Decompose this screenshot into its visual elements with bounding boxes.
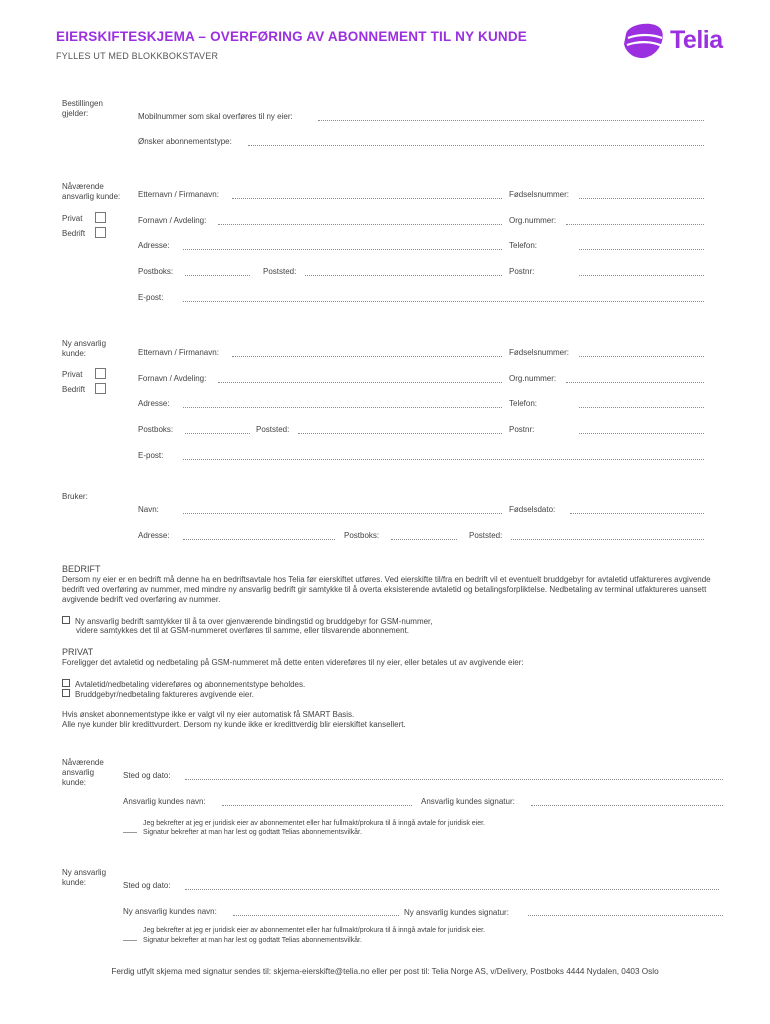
current-phone-label: Telefon: xyxy=(509,241,538,250)
new-privat-checkbox[interactable] xyxy=(95,368,106,379)
sign-current-place-date-label: Sted og dato: xyxy=(123,771,171,780)
sign-current-signature-field[interactable] xyxy=(531,805,723,806)
user-pobox-field[interactable] xyxy=(391,539,457,540)
current-orgnum-field[interactable] xyxy=(566,224,704,225)
business-heading: BEDRIFT xyxy=(62,564,101,574)
current-bedrift-label: Bedrift xyxy=(62,229,86,238)
new-email-label: E-post: xyxy=(138,451,164,460)
current-firstname-label: Fornavn / Avdeling: xyxy=(138,216,207,225)
footer-text: Ferdig utfylt skjema med signatur sendes til: skjema-eierskifte@telia.no eller per post til: Telia Norge AS, v/Delivery, Postboks 4444 Nydalen, 0403 Oslo xyxy=(111,967,659,976)
private-option-1-checkbox[interactable] xyxy=(62,679,70,687)
form-title: EIERSKIFTESKJEMA – OVERFØRING AV ABONNEMENT TIL NY KUNDE xyxy=(56,29,527,44)
new-address-label: Adresse: xyxy=(138,399,170,408)
current-address-label: Adresse: xyxy=(138,241,170,250)
current-lastname-field[interactable] xyxy=(232,198,502,199)
private-option-2-checkbox[interactable] xyxy=(62,689,70,697)
new-bedrift-label: Bedrift xyxy=(62,385,86,394)
new-firstname-field[interactable] xyxy=(218,382,502,383)
private-note-line2: Alle nye kunder blir kredittvurdert. Dersom ny kunde ikke er kredittverdig blir eierskiftet kansellert. xyxy=(62,720,406,729)
current-zip-label: Postnr: xyxy=(509,267,535,276)
telia-logo-text: Telia xyxy=(670,26,723,54)
current-bedrift-checkbox[interactable] xyxy=(95,227,106,238)
new-orgnum-label: Org.nummer: xyxy=(509,374,557,383)
user-birthdate-field[interactable] xyxy=(570,513,704,514)
subscription-type-label: Ønsker abonnementstype: xyxy=(138,137,232,146)
sign-current-place-date-field[interactable] xyxy=(185,779,723,780)
current-zip-field[interactable] xyxy=(579,275,704,276)
private-option-1-label: Avtaletid/nedbetaling videreføres og abonnementstype beholdes. xyxy=(75,680,306,689)
sign-current-name-field[interactable] xyxy=(222,805,412,806)
new-privat-label: Privat xyxy=(62,370,83,379)
sign-current-name-label: Ansvarlig kundes navn: xyxy=(123,797,206,806)
user-name-label: Navn: xyxy=(138,505,159,514)
sign-current-section-label: Nåværende ansvarlig kunde: xyxy=(62,758,104,787)
new-city-label: Poststed: xyxy=(256,425,290,434)
sign-new-name-label: Ny ansvarlig kundes navn: xyxy=(123,907,217,916)
private-option-2-label: Bruddgebyr/nedbetaling faktureres avgivende eier. xyxy=(75,690,254,699)
user-name-field[interactable] xyxy=(183,513,502,514)
new-customer-section-label: Ny ansvarlig kunde: xyxy=(62,339,107,358)
business-consent-line1: Ny ansvarlig bedrift samtykker til å ta over gjenværende bindingstid og bruddgebyr for GSM-nummer, xyxy=(75,617,433,626)
current-email-field[interactable] xyxy=(183,301,704,302)
telia-logo-icon xyxy=(622,20,666,62)
current-email-label: E-post: xyxy=(138,293,164,302)
current-phone-field[interactable] xyxy=(579,249,704,250)
current-address-field[interactable] xyxy=(183,249,502,250)
form-subtitle: FYLLES UT MED BLOKKBOKSTAVER xyxy=(56,51,219,61)
new-email-field[interactable] xyxy=(183,459,704,460)
current-customer-section-label: Nåværende ansvarlig kunde: xyxy=(62,182,121,201)
current-city-field[interactable] xyxy=(305,275,502,276)
new-address-field[interactable] xyxy=(183,407,502,408)
new-pobox-label: Postboks: xyxy=(138,425,174,434)
current-privat-checkbox[interactable] xyxy=(95,212,106,223)
mobile-number-label: Mobilnummer som skal overføres til ny eier: xyxy=(138,112,293,121)
new-lastname-field[interactable] xyxy=(232,356,502,357)
user-address-label: Adresse: xyxy=(138,531,170,540)
user-city-label: Poststed: xyxy=(469,531,503,540)
telia-logo xyxy=(622,20,737,62)
mobile-number-field[interactable] xyxy=(318,120,704,121)
sign-current-confirm1: Jeg bekrefter at jeg er juridisk eier av abonnementet eller har fullmakt/prokura til å inngå avtale for juridisk eier. xyxy=(143,820,486,827)
new-zip-label: Postnr: xyxy=(509,425,535,434)
current-birthnum-field[interactable] xyxy=(579,198,704,199)
sign-new-name-field[interactable] xyxy=(233,915,399,916)
current-privat-label: Privat xyxy=(62,214,83,223)
current-birthnum-label: Fødselsnummer: xyxy=(509,190,570,199)
new-bedrift-checkbox[interactable] xyxy=(95,383,106,394)
new-pobox-field[interactable] xyxy=(185,433,250,434)
private-heading: PRIVAT xyxy=(62,647,94,657)
new-phone-field[interactable] xyxy=(579,407,704,408)
sign-current-signature-label: Ansvarlig kundes signatur: xyxy=(421,797,515,806)
sign-new-place-date-label: Sted og dato: xyxy=(123,881,171,890)
user-city-field[interactable] xyxy=(511,539,704,540)
private-text: Foreligger det avtaletid og nedbetaling på GSM-nummeret må dette enten videreføres til ny eier, eller betales ut av avgivende eier: xyxy=(62,658,524,667)
current-city-label: Poststed: xyxy=(263,267,297,276)
private-option-2[interactable] xyxy=(62,689,254,700)
subscription-type-field[interactable] xyxy=(248,145,704,146)
new-zip-field[interactable] xyxy=(579,433,704,434)
private-note-line1: Hvis ønsket abonnementstype ikke er valgt vil ny eier automatisk få SMART Basis. xyxy=(62,710,355,719)
business-text: Dersom ny eier er en bedrift må denne ha en bedriftsavtale hos Telia før eierskiftet utføres. Ved eierskifte til/fra en bedrift vil et eventuelt bruddgebyr for avtaletid utfaktureres avgivende bedrift ved overføring av nummer, med mindre ny ansvarlig bedrift gir samtykke til å overta eksisterende avtaletid og betalingsforpliktelse. Nedbetaling av terminal utfaktureres uansett avgivende bedrift ved overføring av nummer. xyxy=(62,575,711,604)
sign-current-checkmark-line[interactable] xyxy=(123,832,137,833)
new-lastname-label: Etternavn / Firmanavn: xyxy=(138,348,219,357)
sign-new-confirm1: Jeg bekrefter at jeg er juridisk eier av abonnementet eller har fullmakt/prokura til å inngå avtale for juridisk eier. xyxy=(143,927,486,934)
current-firstname-field[interactable] xyxy=(218,224,502,225)
new-orgnum-field[interactable] xyxy=(566,382,704,383)
new-city-field[interactable] xyxy=(298,433,502,434)
sign-new-signature-label: Ny ansvarlig kundes signatur: xyxy=(404,908,509,917)
user-birthdate-label: Fødselsdato: xyxy=(509,505,556,514)
order-section-label: Bestillingen gjelder: xyxy=(62,99,103,118)
user-pobox-label: Postboks: xyxy=(344,531,380,540)
sign-current-confirm2: Signatur bekrefter at man har lest og godtatt Telias abonnementsvilkår. xyxy=(143,829,362,836)
current-lastname-label: Etternavn / Firmanavn: xyxy=(138,190,219,199)
sign-new-signature-field[interactable] xyxy=(528,915,723,916)
current-orgnum-label: Org.nummer: xyxy=(509,216,557,225)
sign-new-section-label: Ny ansvarlig kunde: xyxy=(62,868,107,887)
business-consent-line2: videre samtykkes det til at GSM-nummeret overføres til samme, eller tilsvarende abonnement. xyxy=(76,626,410,635)
user-section-label: Bruker: xyxy=(62,492,88,501)
sign-new-confirm2: Signatur bekrefter at man har lest og godtatt Telias abonnementsvilkår. xyxy=(143,937,362,944)
new-birthnum-field[interactable] xyxy=(579,356,704,357)
new-phone-label: Telefon: xyxy=(509,399,538,408)
sign-new-place-date-field[interactable] xyxy=(185,889,719,890)
current-pobox-label: Postboks: xyxy=(138,267,174,276)
current-pobox-field[interactable] xyxy=(185,275,250,276)
sign-new-checkmark-line[interactable] xyxy=(123,940,137,941)
new-firstname-label: Fornavn / Avdeling: xyxy=(138,374,207,383)
user-address-field[interactable] xyxy=(183,539,335,540)
business-consent-checkbox[interactable] xyxy=(62,616,70,624)
new-birthnum-label: Fødselsnummer: xyxy=(509,348,570,357)
